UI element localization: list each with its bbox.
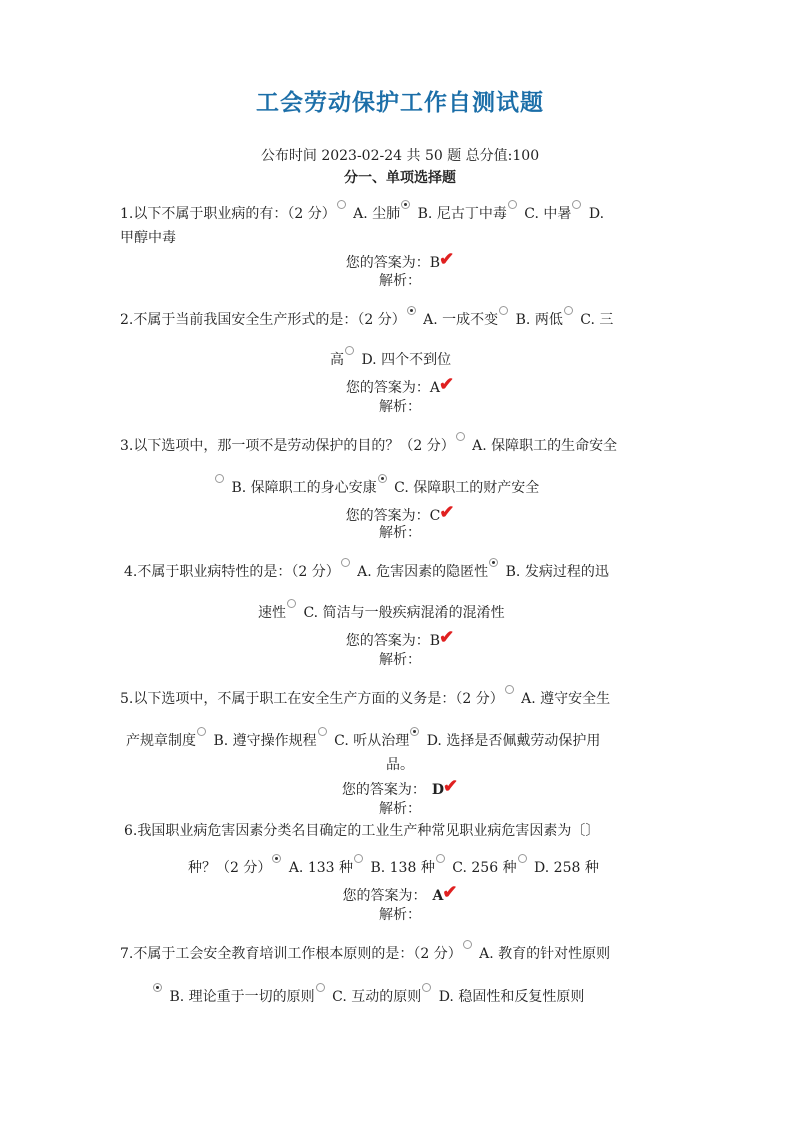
radio-q1-c[interactable] bbox=[508, 200, 517, 209]
question-4-stem: 4.不属于职业病特性的是：（2 分） bbox=[124, 564, 340, 580]
question-2-stem: 2.不属于当前我国安全生产形式的是：（2 分） bbox=[120, 312, 406, 328]
option-q2-a: A. 一成不变 bbox=[423, 312, 499, 328]
option-q1-d: 甲醇中毒 bbox=[120, 230, 176, 246]
radio-q2-d[interactable] bbox=[345, 346, 354, 355]
radio-q1-b[interactable] bbox=[401, 200, 410, 209]
radio-q3-a[interactable] bbox=[456, 432, 465, 441]
question-2-line2 bbox=[330, 346, 451, 369]
option-q5-d: 品。 bbox=[386, 757, 414, 773]
answer-label: 您的答案为： bbox=[345, 508, 430, 524]
radio-q2-a[interactable] bbox=[407, 306, 416, 315]
correct-check-icon: ✔ bbox=[439, 374, 455, 395]
option-q5-a: 产规章制度 bbox=[126, 733, 196, 749]
radio-q3-b[interactable] bbox=[215, 474, 224, 483]
radio-q5-c[interactable] bbox=[318, 727, 327, 736]
publish-meta: 公布时间 2023-02-24 共 50 题 总分值:100 bbox=[260, 148, 540, 164]
correct-check-icon: ✔ bbox=[443, 776, 459, 797]
question-5-stem: 5.以下选项中，不属于职工在安全生产方面的义务是：（2 分） bbox=[120, 691, 504, 707]
question-2 bbox=[120, 306, 613, 329]
option-q3-a: A. 保障职工的生命安全 bbox=[472, 438, 618, 454]
option-q7-c: C. 互动的原则 bbox=[332, 989, 422, 1005]
option-q1-b: B. 尼古丁中毒 bbox=[417, 206, 507, 222]
answer-label: 您的答案为： bbox=[342, 888, 427, 904]
answer-q2 bbox=[0, 374, 800, 397]
radio-q6-b[interactable] bbox=[354, 854, 363, 863]
analysis-q1: 解析： bbox=[379, 273, 421, 289]
analysis-q5: 解析： bbox=[379, 801, 421, 817]
question-4 bbox=[124, 558, 609, 581]
answer-value: B bbox=[429, 255, 441, 271]
answer-value: D bbox=[431, 782, 445, 798]
answer-q6 bbox=[0, 882, 800, 905]
option-q2-b: B. 两低 bbox=[515, 312, 563, 328]
option-q3-c: C. 保障职工的财产安全 bbox=[394, 480, 540, 496]
radio-q6-c[interactable] bbox=[436, 854, 445, 863]
answer-label: 您的答案为： bbox=[341, 782, 426, 798]
option-q6-c: C. 256 种 bbox=[452, 860, 517, 876]
radio-q7-d[interactable] bbox=[422, 983, 431, 992]
option-q2-c-prefix: C. 三 bbox=[580, 312, 614, 328]
radio-q3-c[interactable] bbox=[378, 474, 387, 483]
answer-value: A bbox=[432, 888, 444, 904]
option-q2-d: D. 四个不到位 bbox=[361, 352, 452, 368]
option-q4-b-prefix: B. 发病过程的迅 bbox=[505, 564, 609, 580]
option-q2-c: 高 bbox=[330, 352, 344, 368]
answer-label: 您的答案为： bbox=[345, 633, 430, 649]
radio-q5-a[interactable] bbox=[505, 685, 514, 694]
option-q4-a: A. 危害因素的隐匿性 bbox=[357, 564, 489, 580]
option-q6-d: D. 258 种 bbox=[534, 860, 599, 876]
radio-q4-b[interactable] bbox=[489, 558, 498, 567]
option-q7-d: D. 稳固性和反复性原则 bbox=[438, 989, 585, 1005]
answer-label: 您的答案为： bbox=[345, 255, 430, 271]
question-7 bbox=[120, 940, 610, 963]
option-q5-d-prefix: D. 选择是否佩戴劳动保护用 bbox=[426, 733, 601, 749]
option-q6-b: B. 138 种 bbox=[370, 860, 435, 876]
radio-q6-d[interactable] bbox=[518, 854, 527, 863]
radio-q1-d[interactable] bbox=[572, 200, 581, 209]
correct-check-icon: ✔ bbox=[439, 627, 455, 648]
question-1 bbox=[120, 200, 604, 223]
question-7-line2 bbox=[152, 983, 584, 1006]
correct-check-icon: ✔ bbox=[439, 249, 455, 270]
document-title: 工会劳动保护工作自测试题 bbox=[256, 89, 544, 116]
option-q4-b: 速性 bbox=[258, 605, 286, 621]
correct-check-icon: ✔ bbox=[442, 882, 458, 903]
radio-q7-b[interactable] bbox=[153, 983, 162, 992]
radio-q7-a[interactable] bbox=[463, 940, 472, 949]
option-q6-a: A. 133 种 bbox=[288, 860, 353, 876]
option-q5-a-prefix: A. 遵守安全生 bbox=[521, 691, 611, 707]
question-6-stem: 6.我国职业病危害因素分类名目确定的工业生产种常见职业病危害因素为〔〕 bbox=[124, 823, 600, 839]
question-5 bbox=[120, 685, 610, 708]
answer-q4 bbox=[0, 627, 800, 650]
analysis-q4: 解析： bbox=[379, 652, 421, 668]
option-q4-c: C. 简洁与一般疾病混淆的混淆性 bbox=[303, 605, 505, 621]
radio-q1-a[interactable] bbox=[337, 200, 346, 209]
option-q1-d-prefix: D. bbox=[588, 206, 605, 222]
question-5-line3 bbox=[386, 754, 414, 774]
option-q1-c: C. 中暑 bbox=[524, 206, 572, 222]
answer-value: A bbox=[429, 380, 441, 396]
analysis-q6: 解析： bbox=[379, 907, 421, 923]
answer-value: B bbox=[429, 633, 441, 649]
option-q3-b: B. 保障职工的身心安康 bbox=[231, 480, 377, 496]
radio-q5-b[interactable] bbox=[197, 727, 206, 736]
option-q7-a: A. 教育的针对性原则 bbox=[479, 946, 611, 962]
radio-q5-d[interactable] bbox=[410, 727, 419, 736]
question-5-line2 bbox=[126, 727, 600, 750]
radio-q2-c[interactable] bbox=[564, 306, 573, 315]
question-3-stem: 3.以下选项中，那一项不是劳动保护的目的？（2 分） bbox=[120, 438, 455, 454]
question-4-line2 bbox=[258, 599, 505, 622]
question-1-line2 bbox=[120, 227, 176, 247]
option-q1-a: A. 尘肺 bbox=[353, 206, 401, 222]
analysis-q3: 解析： bbox=[379, 525, 421, 541]
radio-q4-c[interactable] bbox=[287, 599, 296, 608]
question-3 bbox=[120, 432, 617, 455]
question-6 bbox=[124, 820, 599, 840]
answer-q5 bbox=[0, 776, 800, 799]
question-1-stem: 1.以下不属于职业病的有：（2 分） bbox=[120, 206, 336, 222]
question-6-line2 bbox=[188, 854, 599, 877]
radio-q7-c[interactable] bbox=[316, 983, 325, 992]
question-6-stem-end: 种？（2 分） bbox=[188, 860, 272, 876]
option-q7-b: B. 理论重于一切的原则 bbox=[169, 989, 315, 1005]
option-q5-b: B. 遵守操作规程 bbox=[213, 733, 317, 749]
option-q5-c: C. 听从治理 bbox=[334, 733, 410, 749]
section-heading: 分一、单项选择题 bbox=[344, 170, 456, 186]
answer-value: C bbox=[429, 508, 441, 524]
radio-q2-b[interactable] bbox=[499, 306, 508, 315]
radio-q4-a[interactable] bbox=[341, 558, 350, 567]
answer-label: 您的答案为： bbox=[345, 380, 430, 396]
answer-q1 bbox=[0, 249, 800, 272]
question-3-line2 bbox=[214, 474, 539, 497]
radio-q6-a[interactable] bbox=[272, 854, 281, 863]
question-7-stem: 7.不属于工会安全教育培训工作根本原则的是：（2 分） bbox=[120, 946, 462, 962]
correct-check-icon: ✔ bbox=[439, 502, 455, 523]
analysis-q2: 解析： bbox=[379, 399, 421, 415]
